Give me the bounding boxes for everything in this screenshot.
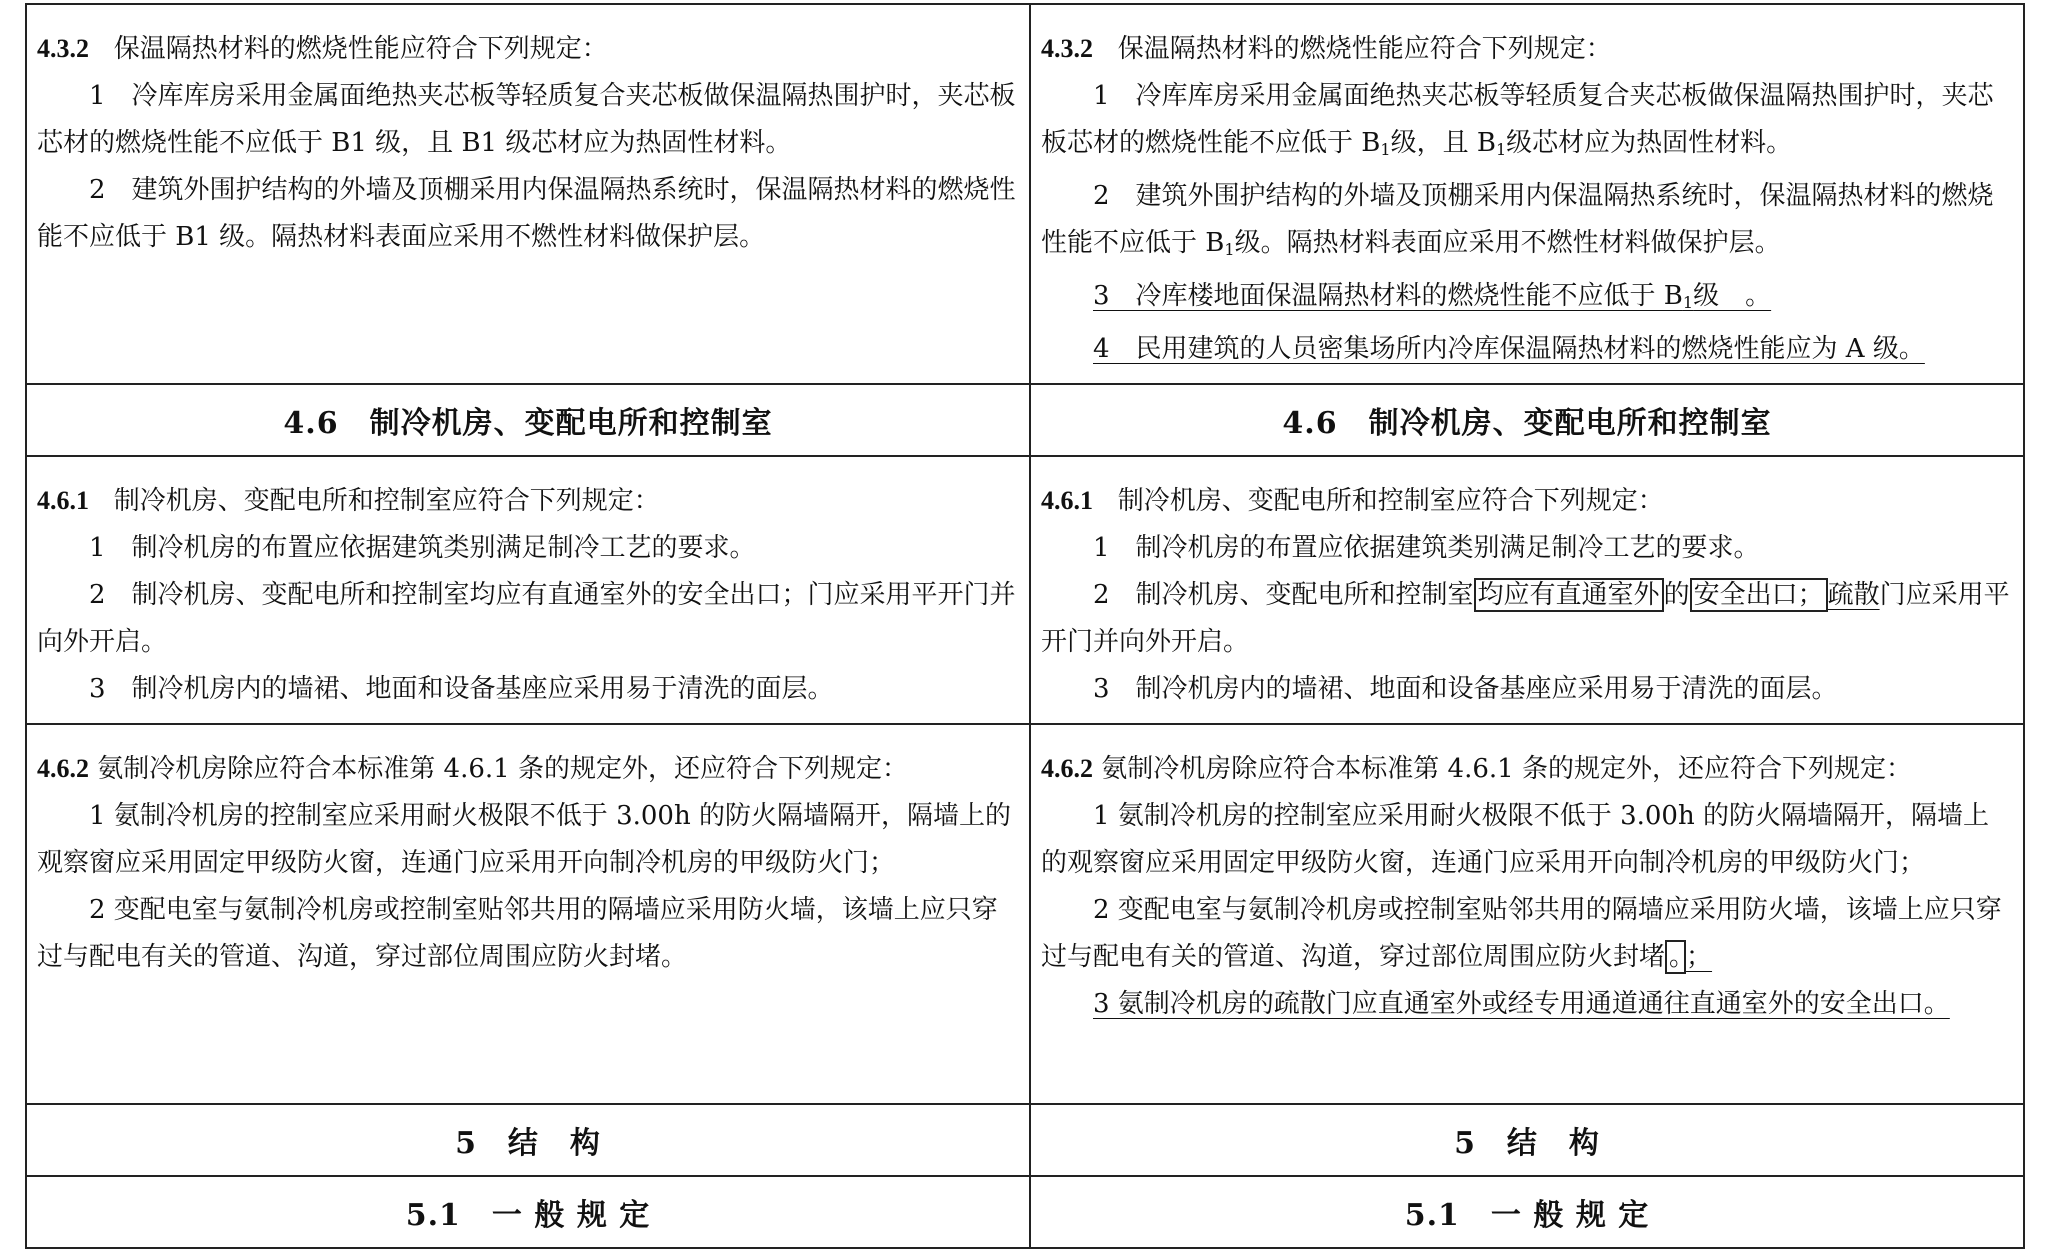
clause-number: 4.6.2 bbox=[1041, 754, 1093, 783]
comparison-page bbox=[25, 3, 2023, 1233]
right-s461-item-1: 1 制冷机房的布置应依据建筑类别满足制冷工艺的要求。 bbox=[1093, 533, 1760, 563]
row-heading-4-6 bbox=[26, 384, 2024, 456]
left-s432-item-1: 1 冷库库房采用金属面绝热夹芯板等轻质复合夹芯板做保温隔热围护时，夹芯板芯材的燃烧性能不应低于 B1 级，且 B1 级芯材应为热固性材料。 bbox=[37, 81, 1016, 158]
row-4-6-1 bbox=[26, 456, 2024, 724]
right-s432-item-3-added: 3 冷库楼地面保温隔热材料的燃烧性能不应低于 B1级 。 bbox=[1093, 281, 1772, 312]
left-cell-4-6-1 bbox=[26, 456, 1030, 724]
underlined-addition: 疏散 bbox=[1827, 580, 1880, 610]
right-heading-5: 5 结 构 bbox=[1030, 1104, 2024, 1176]
left-s432-heading bbox=[37, 25, 1019, 73]
clause-number: 4.3.2 bbox=[1041, 34, 1093, 63]
clause-number: 4.6.1 bbox=[37, 486, 89, 515]
left-s461-item-3: 3 制冷机房内的墙裙、地面和设备基座应采用易于清洗的面层。 bbox=[89, 674, 834, 704]
left-heading-4-6: 4.6 制冷机房、变配电所和控制室 bbox=[26, 384, 1030, 456]
left-cell-4-3-2 bbox=[26, 4, 1030, 384]
underlined-addition: ； bbox=[1686, 942, 1713, 972]
clause-title: 保温隔热材料的燃烧性能应符合下列规定： bbox=[113, 34, 608, 64]
clause-title: 制冷机房、变配电所和控制室应符合下列规定： bbox=[1117, 486, 1664, 516]
right-s462-item-1: 1 氨制冷机房的控制室应采用耐火极限不低于 3.00h 的防火隔墙隔开，隔墙上的观察窗应采用固定甲级防火窗，连通门应采用开向制冷机房的甲级防火门； bbox=[1041, 801, 1989, 878]
right-s432-item-1: 1 冷库库房采用金属面绝热夹芯板等轻质复合夹芯板做保温隔热围护时，夹芯板芯材的燃烧性能不应低于 B1级，且 B1级芯材应为热固性材料。 bbox=[1041, 81, 1994, 159]
clause-number: 4.3.2 bbox=[37, 34, 89, 63]
left-s462-item-2: 2 变配电室与氨制冷机房或控制室贴邻共用的隔墙应采用防火墙，该墙上应只穿过与配电有关的管道、沟道，穿过部位周围应防火封堵。 bbox=[37, 895, 998, 972]
row-heading-5-1 bbox=[26, 1176, 2024, 1248]
left-s462-heading bbox=[37, 745, 1019, 793]
clause-title: 氨制冷机房除应符合本标准第 4.6.1 条的规定外，还应符合下列规定： bbox=[97, 754, 908, 784]
right-heading-4-6: 4.6 制冷机房、变配电所和控制室 bbox=[1030, 384, 2024, 456]
clause-number: 4.6.1 bbox=[1041, 486, 1093, 515]
right-s461-heading bbox=[1041, 477, 2013, 525]
left-s462-item-1: 1 氨制冷机房的控制室应采用耐火极限不低于 3.00h 的防火隔墙隔开，隔墙上的观察窗应采用固定甲级防火窗，连通门应采用开向制冷机房的甲级防火门； bbox=[37, 801, 1011, 878]
clause-title: 氨制冷机房除应符合本标准第 4.6.1 条的规定外，还应符合下列规定： bbox=[1101, 754, 1912, 784]
right-s461-item-3: 3 制冷机房内的墙裙、地面和设备基座应采用易于清洗的面层。 bbox=[1093, 674, 1838, 704]
right-s461-item-2: 2 制冷机房、变配电所和控制室 均应有直通室外 的 安全出口； 疏散门应采用平开门并向外开启。 bbox=[1041, 580, 2010, 657]
right-s432-heading bbox=[1041, 25, 2013, 73]
right-s432-item-4-added: 4 民用建筑的人员密集场所内冷库保温隔热材料的燃烧性能应为 A 级。 bbox=[1093, 334, 1925, 364]
right-s462-heading bbox=[1041, 745, 2013, 793]
left-cell-4-6-2 bbox=[26, 724, 1030, 1104]
clause-number: 4.6.2 bbox=[37, 754, 89, 783]
right-s462-item-3-added: 3 氨制冷机房的疏散门应直通室外或经专用通道通往直通室外的安全出口。 bbox=[1093, 989, 1950, 1019]
row-4-3-2 bbox=[26, 4, 2024, 384]
clause-title: 保温隔热材料的燃烧性能应符合下列规定： bbox=[1117, 34, 1612, 64]
left-s432-item-2: 2 建筑外围护结构的外墙及顶棚采用内保温隔热系统时，保温隔热材料的燃烧性能不应低于 B1 级。隔热材料表面应采用不燃性材料做保护层。 bbox=[37, 175, 1016, 252]
right-s462-item-2: 2 变配电室与氨制冷机房或控制室贴邻共用的隔墙应采用防火墙，该墙上应只穿过与配电有关的管道、沟道，穿过部位周围应防火封堵 。 ； bbox=[1041, 895, 2002, 972]
right-s432-item-2: 2 建筑外围护结构的外墙及顶棚采用内保温隔热系统时，保温隔热材料的燃烧性能不应低于 B1级。隔热材料表面应采用不燃性材料做保护层。 bbox=[1041, 181, 1994, 259]
left-s461-item-1: 1 制冷机房的布置应依据建筑类别满足制冷工艺的要求。 bbox=[89, 533, 756, 563]
right-cell-4-6-1 bbox=[1030, 456, 2024, 724]
right-cell-4-6-2 bbox=[1030, 724, 2024, 1104]
boxed-change: 安全出口； bbox=[1690, 578, 1828, 612]
clause-title: 制冷机房、变配电所和控制室应符合下列规定： bbox=[113, 486, 660, 516]
row-4-6-2 bbox=[26, 724, 2024, 1104]
row-heading-5 bbox=[26, 1104, 2024, 1176]
left-heading-5: 5 结 构 bbox=[26, 1104, 1030, 1176]
boxed-change: 。 bbox=[1665, 940, 1686, 974]
left-s461-heading bbox=[37, 477, 1019, 525]
left-s461-item-2: 2 制冷机房、变配电所和控制室均应有直通室外的安全出口；门应采用平开门并向外开启。 bbox=[37, 580, 1016, 657]
comparison-table bbox=[25, 3, 2025, 1249]
right-heading-5-1: 5.1 一 般 规 定 bbox=[1030, 1176, 2024, 1248]
right-cell-4-3-2 bbox=[1030, 4, 2024, 384]
boxed-change: 均应有直通室外 bbox=[1474, 578, 1664, 612]
left-heading-5-1: 5.1 一 般 规 定 bbox=[26, 1176, 1030, 1248]
